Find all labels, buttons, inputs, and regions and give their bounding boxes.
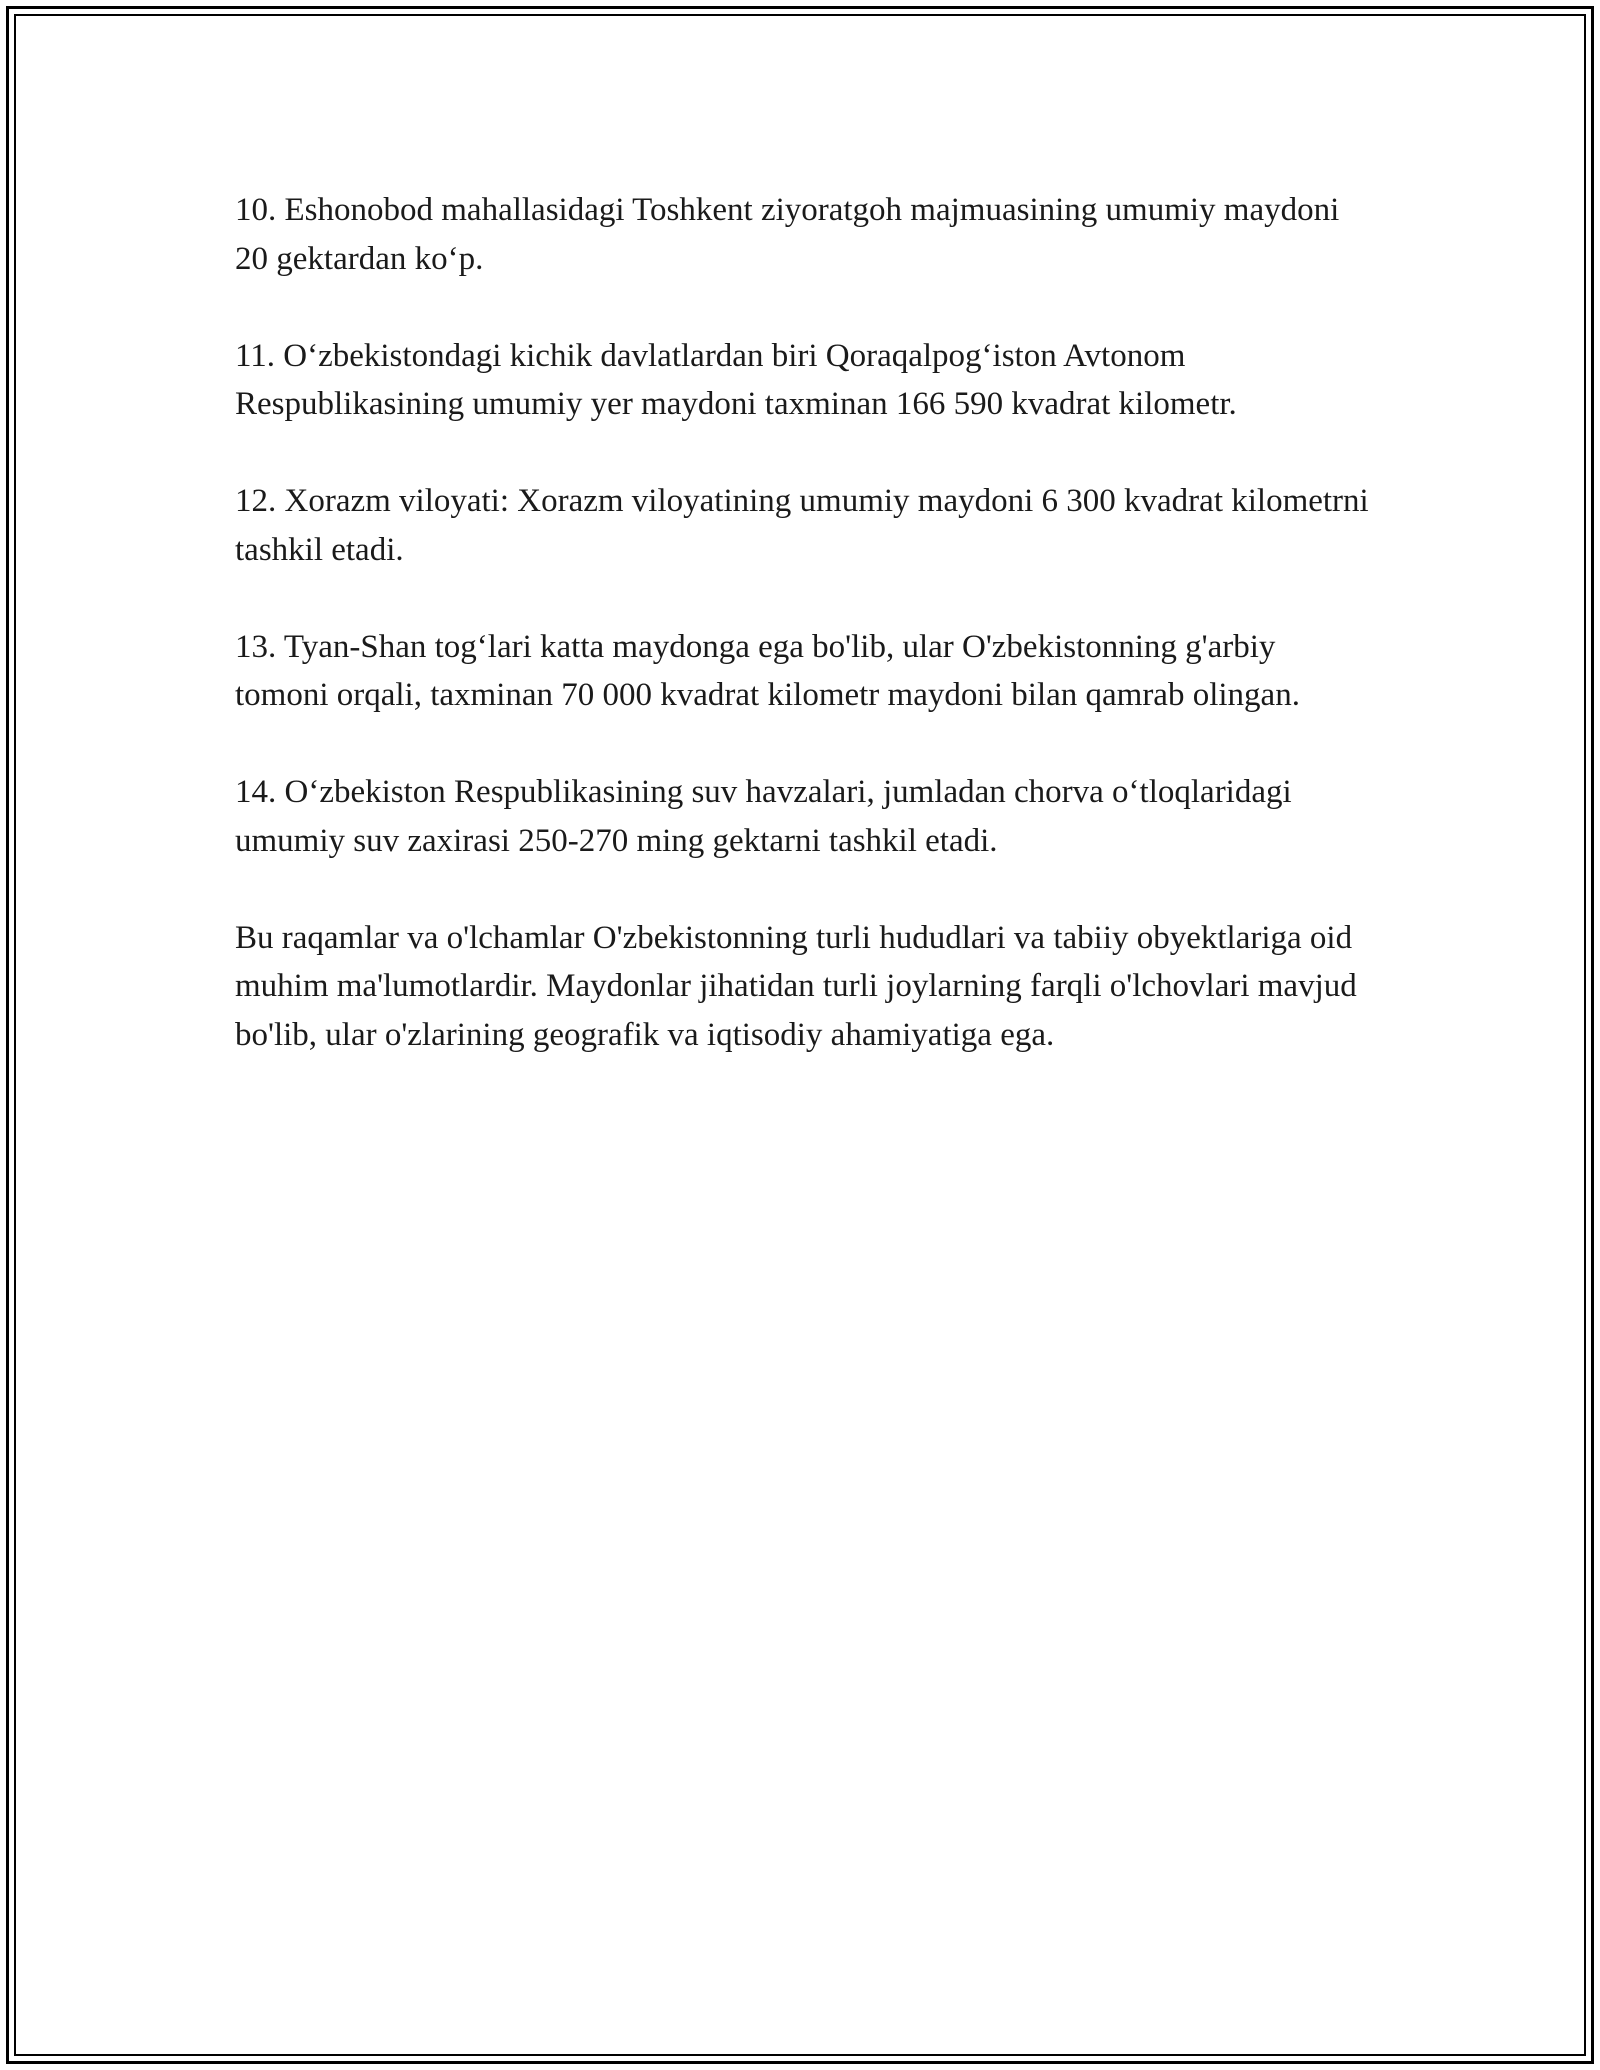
paragraph-summary: Bu raqamlar va o'lchamlar O'zbekistonning turli hududlari va tabiiy obyektlariga oid muhim ma'lumotlardir. Maydonlar jihatidan turli joylarning farqli o'lchovlari mavjud bo'lib, ular o'zlarining geografik va iqtisodiy ahamiyatiga ega.	[235, 919, 1357, 1053]
paragraph-item-14: 14. O‘zbekiston Respublikasining suv havzalari, jumladan chorva o‘tloqlaridagi umumiy suv zaxirasi 250-270 ming gektarni tashkil etadi.	[235, 774, 1292, 859]
paragraph-item-12: 12. Xorazm viloyati: Xorazm viloyatining umumiy maydoni 6 300 kvadrat kilometrni tashkil etadi.	[235, 483, 1369, 568]
paragraph-item-10: 10. Eshonobod mahallasidagi Toshkent ziyoratgoh majmuasining umumiy maydoni 20 gektardan ko‘p.	[235, 192, 1340, 277]
document-body	[235, 186, 1375, 1108]
paragraph-item-11: 11. O‘zbekistondagi kichik davlatlardan biri Qoraqalpog‘iston Avtonom Respublikasining umumiy yer maydoni taxminan 166 590 kvadrat kilometr.	[235, 337, 1237, 422]
paragraph-item-13: 13. Tyan-Shan tog‘lari katta maydonga ega bo'lib, ular O'zbekistonning g'arbiy tomoni orqali, taxminan 70 000 kvadrat kilometr maydoni bilan qamrab olingan.	[235, 628, 1300, 713]
